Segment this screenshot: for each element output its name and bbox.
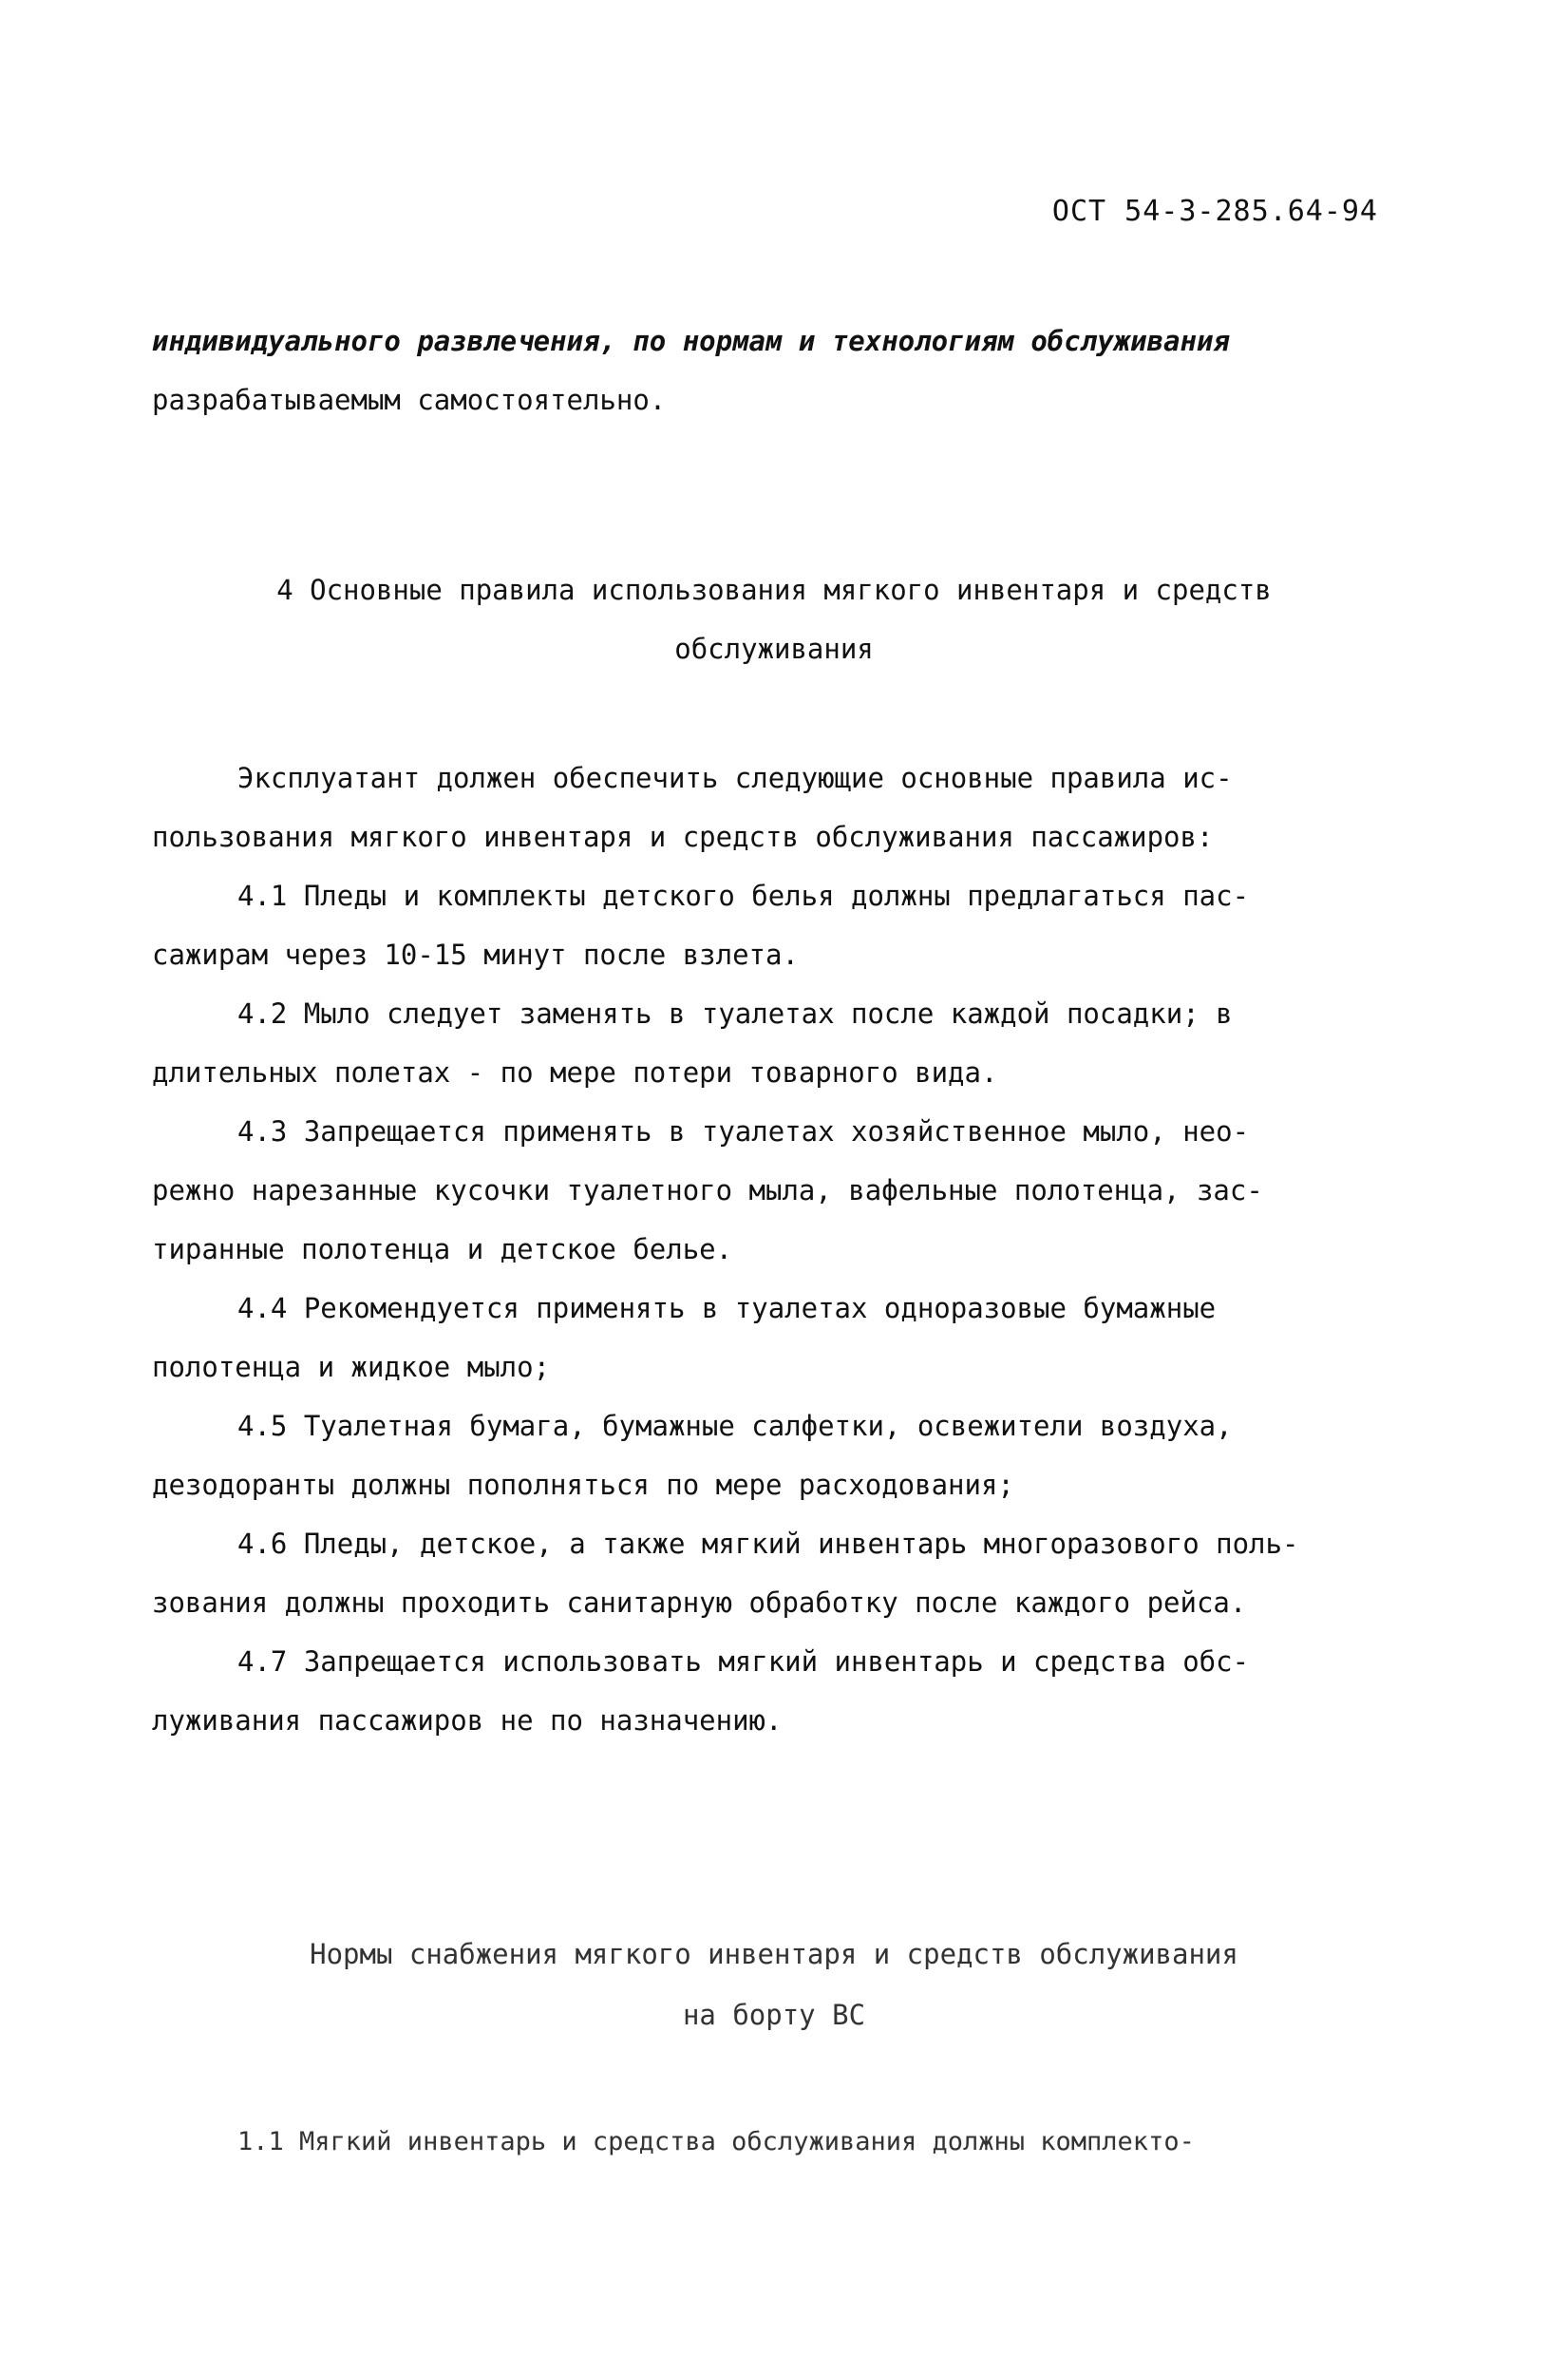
intro-paragraph xyxy=(152,312,1396,429)
lead-line-1: Эксплуатант должен обеспечить следующие основные правила ис- xyxy=(237,762,1233,794)
document-code: ОСТ 54-3-285.64-94 xyxy=(1051,195,1378,228)
subsection-heading xyxy=(152,1924,1396,2045)
item-4-1-line-2: сажирам через 10-15 минут после взлета. xyxy=(152,939,799,971)
item-4-3 xyxy=(152,1102,1396,1279)
item-4-7 xyxy=(152,1632,1396,1750)
lead-line-2: пользования мягкого инвентаря и средств обслуживания пассажиров: xyxy=(152,821,1214,853)
item-4-7-line-2: луживания пассажиров не по назначению. xyxy=(152,1704,783,1737)
item-4-5-line-2: дезодоранты должны пополняться по мере расходования; xyxy=(152,1469,1014,1501)
item-4-5 xyxy=(152,1396,1396,1514)
item-4-7-line-1: 4.7 Запрещается использовать мягкий инвентарь и средства обс- xyxy=(237,1645,1250,1678)
item-4-3-line-2: режно нарезанные кусочки туалетного мыла, вафельные полотенца, зас- xyxy=(152,1174,1263,1206)
item-4-3-line-3: тиранные полотенца и детское белье. xyxy=(152,1233,733,1265)
item-4-2 xyxy=(152,984,1396,1102)
item-4-5-line-1: 4.5 Туалетная бумага, бумажные салфетки, освежители воздуха, xyxy=(237,1410,1233,1442)
section-4-heading-line-1: 4 Основные правила использования мягкого инвентаря и средств xyxy=(276,574,1272,606)
item-4-4-line-2: полотенца и жидкое мыло; xyxy=(152,1351,551,1383)
item-4-3-line-1: 4.3 Запрещается применять в туалетах хозяйственное мыло, нео- xyxy=(237,1115,1250,1148)
item-4-1-line-1: 4.1 Пледы и комплекты детского белья должны предлагаться пас- xyxy=(237,880,1250,912)
intro-line-2: разрабатываемым самостоятельно. xyxy=(152,384,667,416)
item-4-2-line-1: 4.2 Мыло следует заменять в туалетах после каждой посадки; в xyxy=(237,997,1233,1030)
lead-paragraph xyxy=(152,749,1396,866)
item-4-6 xyxy=(152,1514,1396,1632)
subsection-heading-line-1: Нормы снабжения мягкого инвентаря и средств обслуживания xyxy=(310,1938,1238,1970)
section-4-heading xyxy=(152,560,1396,678)
section-4-heading-line-2: обслуживания xyxy=(674,633,874,665)
item-4-1 xyxy=(152,866,1396,984)
section-4-body xyxy=(152,749,1396,1750)
item-4-4-line-1: 4.4 Рекомендуется применять в туалетах одноразовые бумажные xyxy=(237,1292,1217,1324)
subsection-heading-line-2: на борту ВС xyxy=(682,1999,866,2031)
item-4-6-line-2: зования должны проходить санитарную обработку после каждого рейса. xyxy=(152,1586,1247,1619)
item-4-6-line-1: 4.6 Пледы, детское, а также мягкий инвентарь многоразового поль- xyxy=(237,1528,1299,1560)
final-text-line: 1.1 Мягкий инвентарь и средства обслуживания должны комплекто- xyxy=(237,2127,1195,2156)
intro-line-1: индивидуального развлечения, по нормам и технологиям обслуживания xyxy=(152,325,1230,357)
item-4-4 xyxy=(152,1279,1396,1396)
item-4-2-line-2: длительных полетах - по мере потери товарного вида. xyxy=(152,1056,998,1089)
